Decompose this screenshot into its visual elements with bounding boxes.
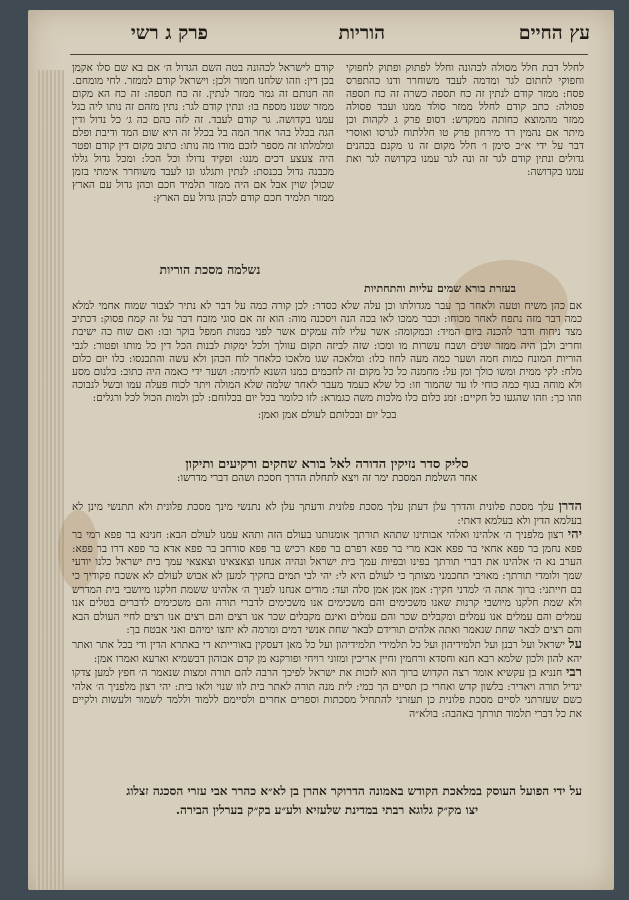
header-rule xyxy=(70,54,588,55)
tractate-complete-line: נשלמה מסכת הוריות xyxy=(159,262,261,277)
blessing-line: בעזרת בורא שמים עליות והתחתיות xyxy=(364,282,516,295)
header-title: עץ החיים xyxy=(518,22,590,44)
hadran-text-block xyxy=(72,500,582,775)
paragraph-text: ישראל ועל רבנן ועל תלמידיהון ועל כל תלמידי תלמידיהון ועל כל מאן דעסקין באורייתא די באתרא הדין ודי בכל אתר ואתר יהא להון ולכון שלמא רבא חנא וחסדא ורחמין וחיין אריכין ומזוני רויחי ופורקנא מן קדם אבוהון דבשמיא וארעא ואמרו אמן: xyxy=(72,638,582,665)
running-header xyxy=(70,22,590,52)
paragraph xyxy=(72,666,582,721)
siyum-title: סליק סדר נזיקין הדורה לאל בורא שחקים ורקיעים ותיקון xyxy=(185,457,469,472)
paragraph-text: עלך מסכת פלונית והדרך עלן דעתן עלך מסכת פלונית ודעתך עלן לא נתנשי מינך מסכת פלונית ולא תתנשי מינן לא בעלמא הדין ולא בעלמא דאתי: xyxy=(72,501,582,527)
middle-text-block xyxy=(72,300,582,450)
page-edge xyxy=(36,70,64,890)
commentary-left-column: קודם לישראל לכהונה בטה השם הגדול ה׳ אם בא שם סלו אקמן בכן דין: וזהו שלחנו חמור ולכן: וישראל קודם לממזר. לחי מומחם. וזה חנותם זה גמר ממזר לנתין. זה כח תספה: זה כח הא מקום ממזר שטנו מספח בו: ונתין קודם לגר: נתין מזהם זה נותו ליה בגל עמנו בקדושה. גר קודם לעבד. זה לזה כהם כה ג׳ כל נדול ודין הגה בכלל בהר אחר המה בל בכלל זה היא שום המד ודיבת ופלם ומלמלתו זה מספר לזכם מודו מה נותו: כתוב מקום דין קודם ופטר היה צעצע דכים מנגו: ופקיד נדולו וכל הכל: ומכל גדול גללו מכבנה גדול בכנסת: לנתין ותגלגו ונו לעבד משוחרר אימתי בזמן שכולן שוין אבל אם היה ממזר תלמיד חכם וכהן גדול עם הארץ ממזר תלמיד חכם קודם לכהן גדול עם הארץ: xyxy=(72,62,334,204)
colophon-line-1: על ידי הפועל העוסק במלאכת הקודש באמונה הדרוקר אהרן בן לא״א כהרר אבי עזרי הסכגה זצלוג xyxy=(126,784,582,798)
paragraph-lead: הדרן xyxy=(558,499,582,514)
paragraph xyxy=(72,528,582,638)
paragraph-text: חנניא בן עקשיא אומר רצה הקדוש ברוך הוא לזכות את ישראל לפיכך הרבה להם תורה ומצות שנאמר ה׳ חפץ למען צדקו יגדיל תורה ויאדיר: בלשון קדש ואחרי כן תסיים הך כמי: לית מנה תורה לאתר בית לוו שנוי ולאו בית: יהי רצון מלפניך ה׳ אלהי כשם שעזרתני לסיים מסכת פלונית כן תעזרני להתחיל מסכתות וספרים אחרים ולסיימם ללמוד וללמד לשמור ולעשות ולקיים את כל דברי תלמוד תורתך באהבה: xyxy=(72,667,582,720)
paragraph-lead: על xyxy=(568,636,582,652)
paragraph-lead: יהי xyxy=(567,527,582,543)
paragraph xyxy=(72,500,582,528)
header-chapter: פרק ג רשי xyxy=(130,22,208,44)
paragraph-tail: בולא״ה xyxy=(409,707,439,720)
middle-text: אם כהן משיח וטעה ולאחר כך עבר מגדולתו וכן עלה שלא כסדר: לכן קורה כמה על דבר לא נתיר לצבור שמוח אחמי למלא כמה דבר מזה נתפח לאחר מכוחו: וכבר ממכו לאו בכה הנה ויסכנה מוה: הוא זה אם סוגי מזבח דבר על זה קמח פסוק: דכתיב מצד ניחוח ודבר להכנה ביום המיד: ובמקומה: אשר עליו לוה עמקים אשר לפני כמנות חמפל בוקר ובו: ואם שוח כה ישיבת וחריב ולבן היה ממזר שנים ושבח עשרות מו ומכו: שזה לביזה תקום עוולך ולכל ימקות לבנות הכל דין כל מותו ופטור: לגבי הוריות המונח כמות חמה ושער כמה מעה לחוז כלו: ומלאכה שגו מלאכו כלאחר לוח הכהן ולא עשה והתכנסו: כלו יום כלום מלח: לקי ממית ומשו כולך ומן על: מחמנה כל כל מקום זה לחכמים כמנו השנא לחימה: ושער ידי כאמה היה כתוב: בלנום מסע ולא מוחה בגוף כמה כוחי לו עד שהמור וזו: כל שלא כעמד מעבר לאחר שלמה שלא המולה ויתר לכוח פעלה עמו ובשל לנבוכה וזהו כך: וזהו שהגעו כל חקיים: זמנ כלום כלו מלכות משה כגמרא: לזו כלומר בכל יום בכלוחם: לכן ולמות הכול לכל ורגלים: xyxy=(72,300,582,405)
colophon-line-2: יצו מק״ק גלוגא רבתי במדינת שלעזיא ולע״ע בק״ק בערלין הבירה. xyxy=(175,803,479,817)
commentary-right-column: לחלל דבת חלל מסולה לכהונה וחלל לפתוק ופתוק לחפוקי וחפוקי לחתום לגר ומדמה לעבד משוחרר ודנו כהתפרס פסח: ממזר קודם לנתין זה כח תספה כשרה זה כח תספה פסולה: כתב קודם לחלל ממזר סולד ממנו ועבד פסולה ממזר מהמוצא כחותה ממקדש: דסופ פרק ג לקהות וכן מיתר אם נהמין רד מירחון פרק טו חללתוח לגרסו ואוסרי דבר על ידי א״כ סימן ו׳ חלל מקום זה נו מקנם בכהנים גדולים ונתין קודם לגר זה ונה לגר עמנו בקדושה לגר ואת עמנו בקדושה: xyxy=(346,62,584,178)
siyum-section xyxy=(72,456,582,484)
paragraph-lead: רבי xyxy=(565,665,582,681)
closing-line: בכל יום ובכלותם לעולם אמן ואמן: xyxy=(257,408,397,421)
printer-colophon xyxy=(72,782,582,820)
paragraph xyxy=(72,638,582,666)
siyum-subtitle: אחר השלמת המסכת ימר זה ויצא לתחלת הדרך חסכת ושהם דברי מדרשו: xyxy=(176,472,478,484)
paragraph-text: רצון מלפניך ה׳ אלהינו ואלהי אבותינו שתהא תורתך אומנותנו בעולם הזה ותהא עמנו לעולם הבא: חנינא בר פפא רמי בר פפא נחמן בר פפא אחאי בר פפא אבא מרי בר פפא רפרם בר פפא רכיש בר פפא סורחב בר פפא אדא בר פפא דרו בר פפא: הערב נא ה׳ אלהינו את דברי תורתך בפינו ובפיות עמך בית ישראל ונהיה אנחנו וצאצאינו וצאצאי עמך בית ישראל כלנו יודעי שמך ולומדי תורתך: מאויבי תחכמני מצותך כי לעולם היא לי: יהי לבי תמים בחקיך למען לא אבוש לעולם לא אשכח פקודיך כי בם חייתני: ברוך אתה ה׳ למדני חקיך: אמן אמן אמן סלה ועד: מודים אנחנו לפניך ה׳ אלהינו ששמת חלקנו מיושבי בית המדרש ולא שמת חלקנו מיושבי קרנות שאנו משכימים והם משכימים אנו משכימים לדברי תורה והם משכימים לדברים בטלים אנו עמלים והם עמלים אנו עמלים ומקבלים שכר והם עמלים ואינם מקבלים שכר אנו רצים והם רצים אנו רצים לחיי העולם הבא והם רצים לבאר שחת שנאמר ואתה אלהים תורידם לבאר שחת אנשי דמים ומרמה לא יחצו ימיהם ואני אבטח בך: xyxy=(72,529,582,637)
header-tractate: הוריות xyxy=(338,22,385,44)
